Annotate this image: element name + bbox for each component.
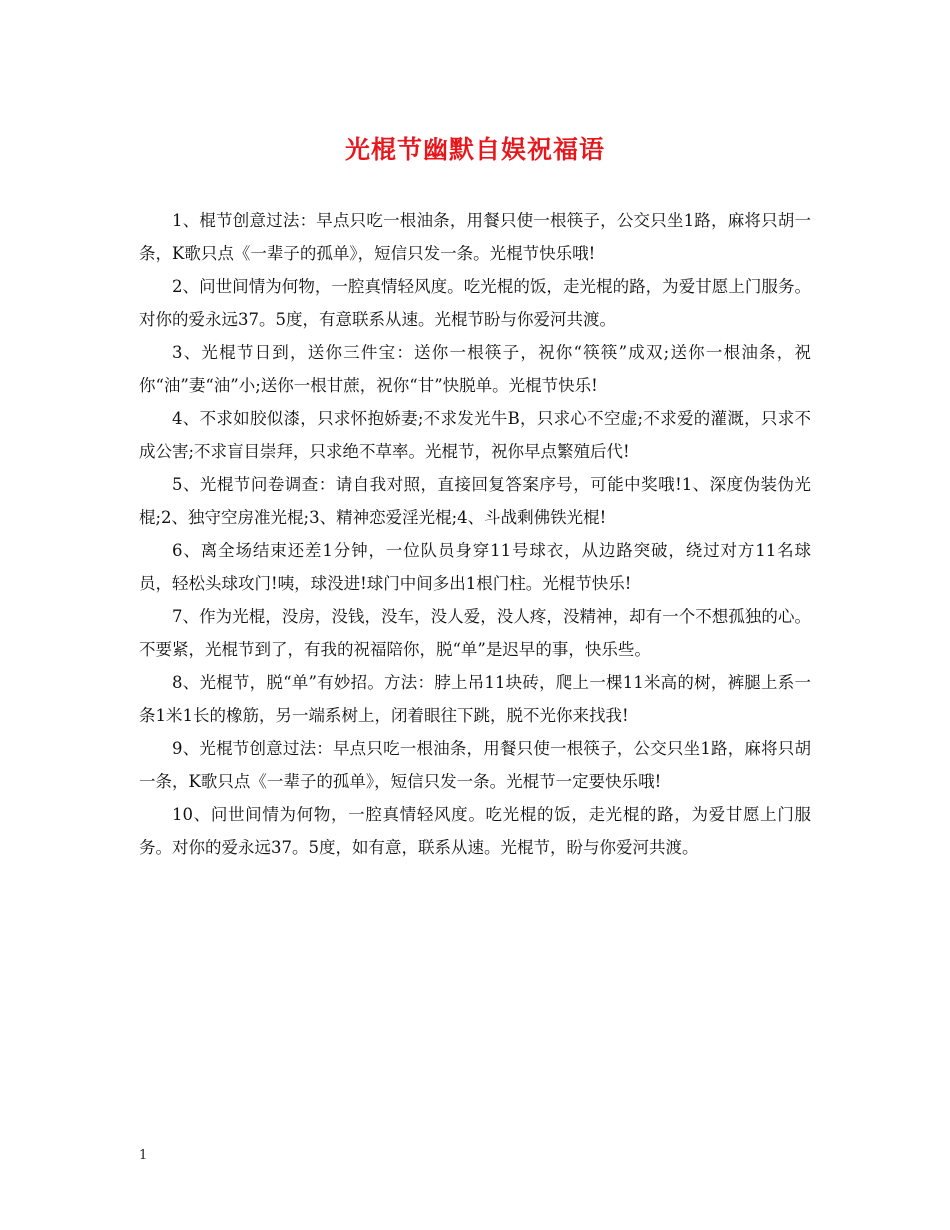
paragraph-1: 1、棍节创意过法：早点只吃一根油条，用餐只使一根筷子，公交只坐1路，麻将只胡一条，K歌只点《一辈子的孤单》，短信只发一条。光棍节快乐哦! [139, 211, 811, 263]
paragraph-5: 5、光棍节问卷调查：请自我对照，直接回复答案序号，可能中奖哦!1、深度伪装伪光棍;2、独守空房准光棍;3、精神恋爱淫光棍;4、斗战剩佛铁光棍! [139, 475, 811, 527]
paragraph-6: 6、离全场结束还差1分钟，一位队员身穿11号球衣，从边路突破，绕过对方11名球员，轻松头球攻门!咦，球没进!球门中间多出1根门柱。光棍节快乐! [139, 541, 811, 593]
paragraph-9: 9、光棍节创意过法：早点只吃一根油条，用餐只使一根筷子，公交只坐1路，麻将只胡一条，K歌只点《一辈子的孤单》，短信只发一条。光棍节一定要快乐哦! [139, 739, 811, 791]
paragraph-10: 10、问世间情为何物，一腔真情轻风度。吃光棍的饭，走光棍的路，为爱甘愿上门服务。对你的爱永远37。5度，如有意，联系从速。光棍节，盼与你爱河共渡。 [139, 805, 811, 857]
paragraph-2: 2、问世间情为何物，一腔真情轻风度。吃光棍的饭，走光棍的路，为爱甘愿上门服务。对你的爱永远37。5度，有意联系从速。光棍节盼与你爱河共渡。 [139, 277, 811, 329]
document-body [139, 204, 811, 864]
paragraph-4: 4、不求如胶似漆，只求怀抱娇妻;不求发光牛B，只求心不空虚;不求爱的灌溉，只求不成公害;不求盲目崇拜，只求绝不草率。光棍节，祝你早点繁殖后代! [139, 409, 811, 461]
paragraph-7: 7、作为光棍，没房，没钱，没车，没人爱，没人疼，没精神，却有一个不想孤独的心。不要紧，光棍节到了，有我的祝福陪你，脱“单”是迟早的事，快乐些。 [139, 607, 811, 659]
paragraph-8: 8、光棍节，脱“单”有妙招。方法：脖上吊11块砖，爬上一棵11米高的树，裤腿上系一条1米1长的橡筋，另一端系树上，闭着眼往下跳，脱不光你来找我! [139, 673, 811, 725]
document-title: 光棍节幽默自娱祝福语 [344, 135, 605, 164]
paragraph-3: 3、光棍节日到，送你三件宝：送你一根筷子，祝你“筷筷”成双;送你一根油条，祝你“油”妻“油”小;送你一根甘蔗，祝你“甘”快脱单。光棍节快乐! [139, 343, 811, 395]
page-number: 1 [139, 1148, 148, 1163]
